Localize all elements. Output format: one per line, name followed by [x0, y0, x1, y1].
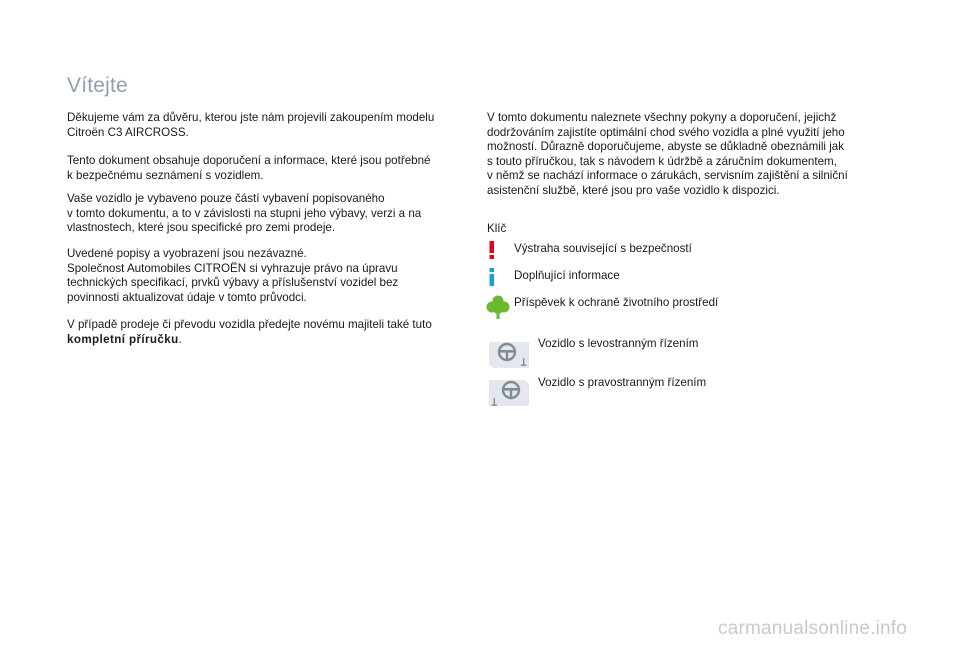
resale-end: .	[178, 332, 182, 346]
resale-paragraph	[67, 318, 467, 347]
info-icon	[488, 268, 496, 286]
legend-warning: Výstraha související s bezpečností	[514, 242, 692, 255]
recommendation-paragraph: V tomto dokumentu naleznete všechny pokyny a doporučení, jejichž dodržováním zajistíte optimální chod svého vozidla a plné využití jeho možností. Důrazně doporučujeme, abyste se důkladně obeznámili jak s touto příručkou, tak s návodem k údržbě a záručním dokumentem, v němž se nachází informace o zárukách, servisním zajištění a silniční asistenční službě, které jsou pro vaše vozidlo k dispozici.	[487, 111, 848, 197]
intro-paragraph: Děkujeme vám za důvěru, kterou jste nám projevili zakoupením modelu Citroën C3 AIRCROSS.	[67, 111, 435, 139]
legend-lhd: Vozidlo s levostranným řízením	[538, 337, 699, 350]
left-hand-drive-icon	[489, 338, 529, 370]
warning-icon	[488, 241, 496, 259]
legend-rhd: Vozidlo s pravostranným řízením	[538, 376, 707, 389]
legend-environment: Příspěvek k ochraně životního prostředí	[514, 296, 719, 309]
tree-icon	[486, 295, 510, 319]
key-title: Klíč	[487, 222, 507, 235]
right-hand-drive-icon	[489, 376, 529, 410]
legend-info: Doplňující informace	[514, 269, 620, 282]
page-title: Vítejte	[67, 74, 128, 97]
watermark: carmanualsonline.info	[718, 618, 908, 639]
resale-text: V případě prodeje či převodu vozidla předejte novému majiteli také tuto	[67, 318, 432, 331]
disclaimer-paragraph: Uvedené popisy a vyobrazení jsou nezávazné. Společnost Automobiles CITROËN si vyhrazuje právo na úpravu technických specifikací, prvků výbavy a příslušenství vozidel bez povinnosti aktualizovat údaje v tomto průvodci.	[67, 247, 399, 304]
safety-paragraph: Tento dokument obsahuje doporučení a informace, které jsou potřebné k bezpečnému seznámení s vozidlem.	[67, 154, 431, 182]
equipment-paragraph: Vaše vozidlo je vybaveno pouze částí vybavení popisovaného v tomto dokumentu, a to v závislosti na stupni jeho výbavy, verzi a na vlastnostech, které jsou specifické pro zemi prodeje.	[67, 192, 422, 235]
resale-bold-text: kompletní příručku	[67, 332, 179, 346]
